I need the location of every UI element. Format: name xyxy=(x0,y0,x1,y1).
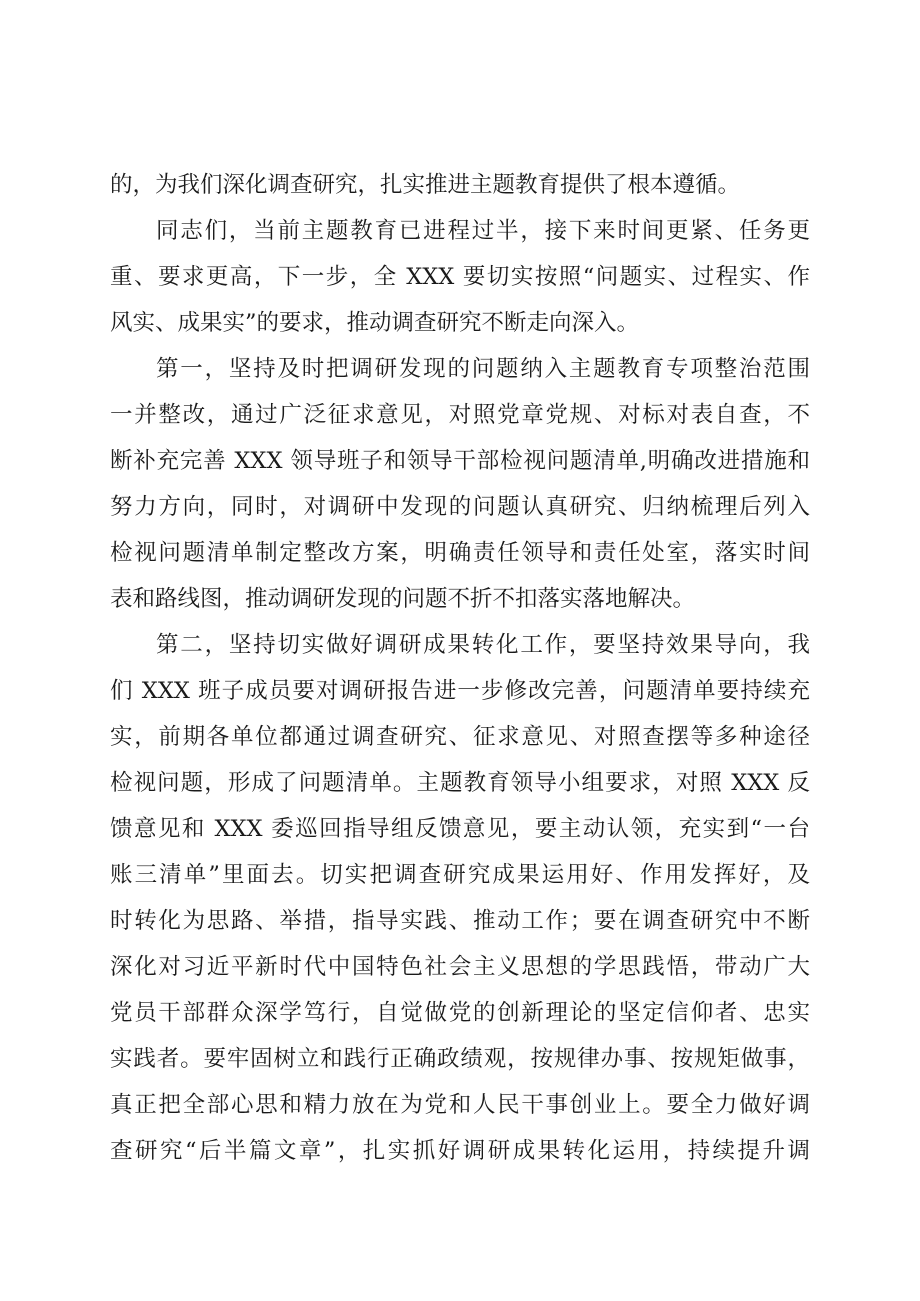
text-line: 第二，坚持切实做好调研成果转化工作，要坚持效果导向，我 xyxy=(156,632,810,658)
text-line: 们 XXX 班子成员要对调研报告进一步修改完善，问题清单要持续充 xyxy=(110,678,810,704)
text-line: 实，前期各单位都通过调查研究、征求意见、对照查摆等多种途径 xyxy=(110,724,810,750)
text-line: 实践者。要牢固树立和践行正确政绩观，按规律办事、按规矩做事， xyxy=(110,1046,810,1072)
text-line: 第一，坚持及时把调研发现的问题纳入主题教育专项整治范围 xyxy=(156,356,810,382)
text-line: 时转化为思路、举措，指导实践、推动工作；要在调查研究中不断 xyxy=(110,908,810,934)
text-line: 真正把全部心思和精力放在为党和人民干事创业上。要全力做好调 xyxy=(110,1092,810,1118)
text-line: 的，为我们深化调查研究，扎实推进主题教育提供了根本遵循。 xyxy=(110,172,741,198)
text-line: 一并整改，通过广泛征求意见，对照党章党规、对标对表自查，不 xyxy=(110,402,810,428)
text-line: 党员干部群众深学笃行，自觉做党的创新理论的坚定信仰者、忠实 xyxy=(110,1000,810,1026)
text-line: 同志们，当前主题教育已进程过半，接下来时间更紧、任务更 xyxy=(156,218,810,244)
text-line: 表和路线图，推动调研发现的问题不折不扣落实落地解决。 xyxy=(110,586,696,612)
document-body xyxy=(110,162,810,1174)
text-line: 检视问题清单制定整改方案，明确责任领导和责任处室，落实时间 xyxy=(110,540,810,566)
text-line: 重、要求更高，下一步，全 XXX 要切实按照“问题实、过程实、作 xyxy=(110,264,810,290)
text-line: 账三清单”里面去。切实把调查研究成果运用好、作用发挥好，及 xyxy=(110,862,810,888)
text-line: 努力方向，同时，对调研中发现的问题认真研究、归纳梳理后列入 xyxy=(110,494,810,520)
text-line: 深化对习近平新时代中国特色社会主义思想的学思践悟，带动广大 xyxy=(110,954,810,980)
text-line: 查研究“后半篇文章”，扎实抓好调研成果转化运用，持续提升调 xyxy=(110,1138,810,1164)
text-line: 检视问题，形成了问题清单。主题教育领导小组要求，对照 XXX 反 xyxy=(110,770,810,796)
text-line: 风实、成果实”的要求，推动调查研究不断走向深入。 xyxy=(110,310,640,336)
text-line: 馈意见和 XXX 委巡回指导组反馈意见，要主动认领，充实到“一台 xyxy=(110,816,810,842)
text-line: 断补充完善 XXX 领导班子和领导干部检视问题清单,明确改进措施和 xyxy=(110,448,810,474)
